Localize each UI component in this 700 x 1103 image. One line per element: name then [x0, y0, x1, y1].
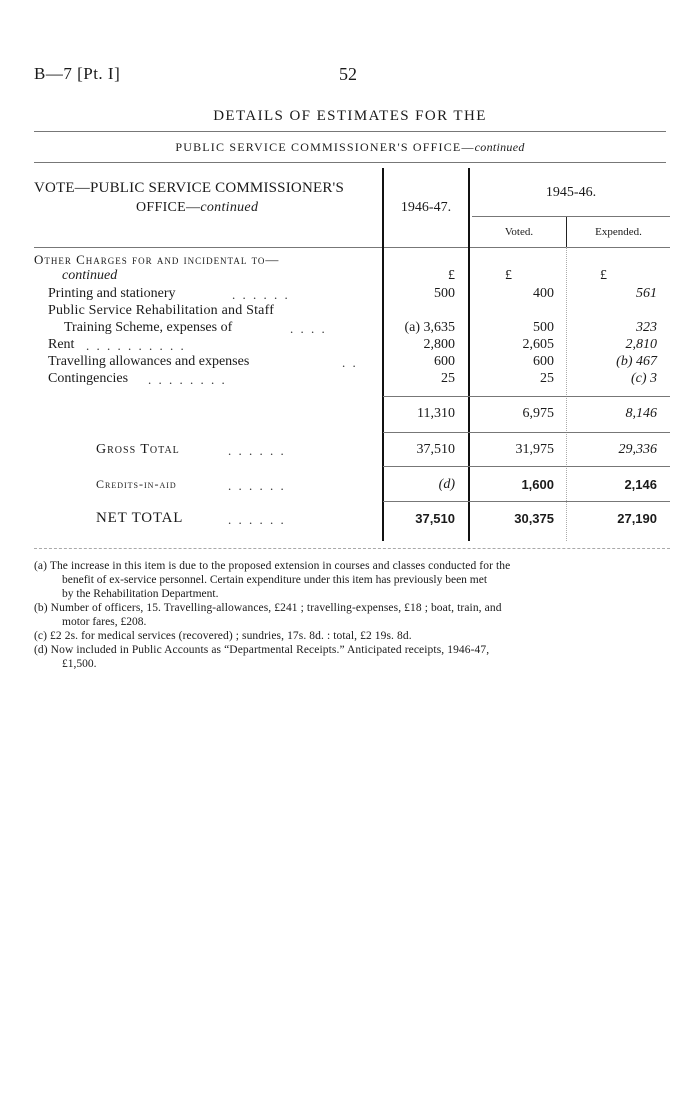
footnote-d: (d) Now included in Public Accounts as “Departmental Receipts.” Anticipated receipts, 1946-47, — [34, 644, 490, 656]
net-total-expended: 27,190 — [617, 511, 657, 526]
row-leader-dots: . . . . . . — [228, 478, 286, 493]
section-heading-text: Other Charges for and incidental to— — [34, 252, 280, 267]
column-header-1946-47: 1946-47. — [400, 200, 452, 215]
row-estimate: 600 — [434, 354, 455, 369]
section-heading — [34, 252, 279, 268]
page-subtitle — [0, 140, 700, 155]
gross-total-estimate: 37,510 — [416, 442, 455, 457]
footnote-a-cont: by the Rehabilitation Department. — [62, 588, 219, 600]
credits-in-aid-estimate: (d) — [438, 477, 455, 492]
row-label: Travelling allowances and expenses — [48, 354, 250, 369]
vote-title-office — [136, 200, 258, 216]
subtotal-bottom-rule — [383, 432, 670, 433]
column-divider-1946 — [468, 168, 470, 541]
row-expended: 2,810 — [625, 337, 657, 352]
subtotal-voted: 6,975 — [522, 406, 554, 421]
subtitle-continued: continued — [474, 140, 525, 154]
footnote-c: (c) £2 2s. for medical services (recovered) ; sundries, 17s. 8d. : total, £2 19s. 8d. — [34, 630, 412, 642]
row-label: Printing and stationery — [48, 286, 176, 301]
credits-in-aid-expended: 2,146 — [624, 477, 657, 492]
gross-total-rule — [383, 466, 670, 467]
subtotal-expended: 8,146 — [625, 406, 657, 421]
net-total-estimate: 37,510 — [415, 511, 455, 526]
net-total-voted: 30,375 — [514, 511, 554, 526]
footnote-d-cont: £1,500. — [62, 658, 97, 670]
gross-total-voted: 31,975 — [515, 442, 554, 457]
row-expended: (c) 3 — [630, 371, 657, 386]
header-subcol-divider — [566, 217, 567, 247]
row-expended: 561 — [636, 286, 657, 301]
row-label: Contingencies — [48, 371, 129, 386]
currency-voted: £ — [505, 268, 512, 283]
subtitle-rule — [34, 162, 666, 163]
row-estimate: 2,800 — [423, 337, 455, 352]
table-bottom-rule — [34, 548, 670, 549]
column-header-voted: Voted. — [504, 226, 534, 238]
page-title: DETAILS OF ESTIMATES FOR THE — [213, 108, 487, 124]
row-leader-dots: . . . . . . — [228, 443, 286, 458]
net-total-label: NET TOTAL — [96, 510, 184, 526]
column-divider-label — [382, 168, 384, 541]
footnote-b: (b) Number of officers, 15. Travelling-allowances, £241 ; travelling-expenses, £18 ; boat, train, and — [34, 602, 502, 614]
row-label: Public Service Rehabilitation and Staff — [48, 303, 275, 318]
subtitle-text: PUBLIC SERVICE COMMISSIONER'S OFFICE— — [175, 140, 475, 154]
row-label: Rent — [48, 337, 75, 352]
year-1945-46: 1945-46. — [545, 185, 597, 200]
header-split-rule — [472, 216, 670, 217]
row-label: Training Scheme, expenses of — [64, 320, 233, 335]
section-heading-continued: continued — [62, 268, 118, 283]
row-expended: 323 — [636, 320, 657, 335]
document-reference: B—7 [Pt. I] — [34, 64, 121, 83]
vote-continued: continued — [200, 200, 259, 215]
row-leader-dots: . . . . . . . . . . — [86, 338, 186, 353]
vote-office-text: OFFICE— — [136, 200, 201, 215]
title-rule — [34, 131, 666, 132]
gross-total-expended: 29,336 — [618, 442, 657, 457]
row-leader-dots: . . . . . . . . — [148, 372, 227, 387]
currency-expended: £ — [600, 268, 607, 283]
header-bottom-rule — [34, 247, 670, 248]
row-voted: 600 — [533, 354, 554, 369]
row-leader-dots: . . . . . . — [228, 512, 286, 527]
row-voted: 25 — [540, 371, 554, 386]
footnote-b-cont: motor fares, £208. — [62, 616, 147, 628]
row-estimate: 25 — [441, 371, 455, 386]
vote-title: VOTE—PUBLIC SERVICE COMMISSIONER'S — [34, 180, 345, 196]
column-header-1945-46 — [472, 185, 670, 201]
credits-in-aid-label: Credits-in-aid — [96, 477, 177, 491]
currency-1946: £ — [448, 268, 455, 283]
subtotal-top-rule — [383, 396, 670, 397]
footnote-a: (a) The increase in this item is due to the proposed extension in courses and classes conducted for the — [34, 560, 511, 572]
page-number: 52 — [339, 64, 357, 84]
row-expended: (b) 467 — [616, 354, 657, 369]
row-estimate: (a) 3,635 — [404, 320, 455, 335]
gross-total-label: Gross Total — [96, 442, 180, 457]
row-voted: 400 — [533, 286, 554, 301]
credits-in-aid-voted: 1,600 — [521, 477, 554, 492]
row-leader-dots: . . — [342, 355, 358, 370]
row-leader-dots: . . . . — [290, 321, 327, 336]
credits-rule — [383, 501, 670, 502]
row-estimate: 500 — [434, 286, 455, 301]
subtotal-estimate: 11,310 — [417, 406, 455, 421]
row-leader-dots: . . . . . . — [232, 287, 290, 302]
row-voted: 500 — [533, 320, 554, 335]
footnote-a-cont: benefit of ex-service personnel. Certain expenditure under this item has previously been met — [62, 574, 488, 586]
column-header-expended: Expended. — [595, 226, 642, 238]
row-voted: 2,605 — [522, 337, 554, 352]
